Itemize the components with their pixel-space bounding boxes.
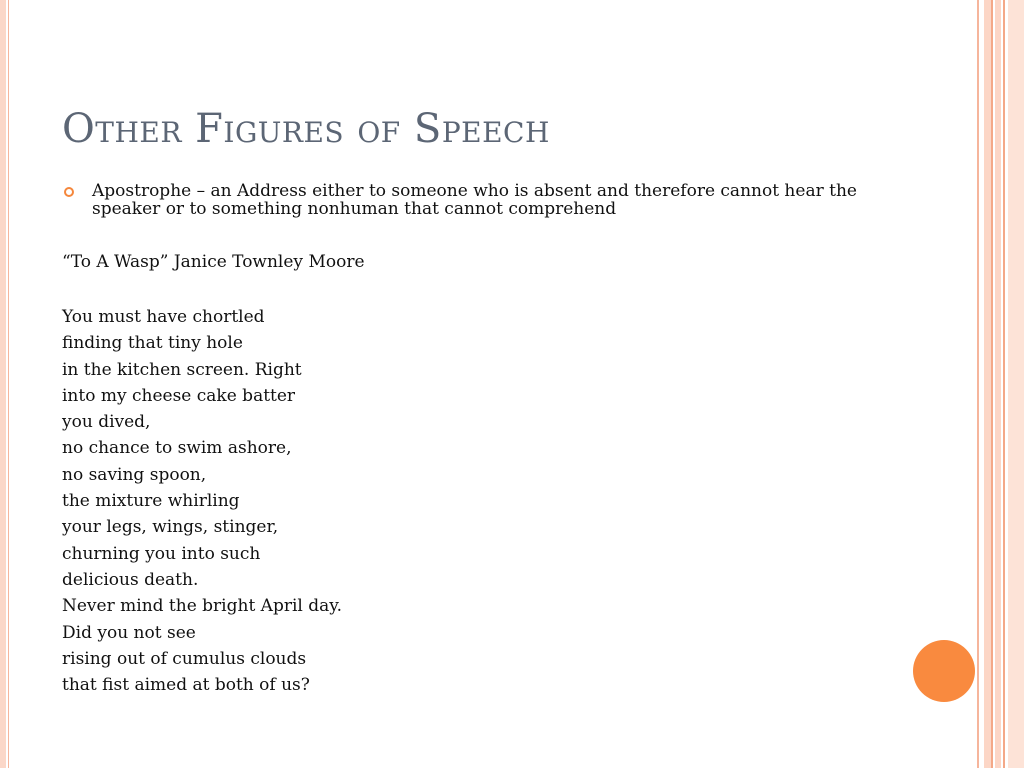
orange-circle-decoration (913, 640, 975, 702)
poem-line: you dived, (62, 412, 151, 433)
poem-line: Did you not see (62, 622, 196, 643)
poem-line: into my cheese cake batter (62, 385, 296, 406)
poem-line: no saving spoon, (62, 464, 207, 485)
bullet-item (62, 182, 862, 218)
poem-line: rising out of cumulus clouds (62, 648, 307, 669)
poem-line: delicious death. (62, 569, 199, 590)
right-border-stripe (991, 0, 993, 768)
poem-line: finding that tiny hole (62, 333, 243, 354)
poem-line: Never mind the bright April day. (62, 596, 343, 617)
circle-bullet-icon (64, 187, 74, 197)
right-border-stripe (1003, 0, 1005, 768)
right-border-stripe (995, 0, 1001, 768)
poem-line: the mixture whirling (62, 491, 240, 512)
right-border-stripe (984, 0, 991, 768)
right-border-stripe (1008, 0, 1024, 768)
poem-title: “To A Wasp” Janice Townley Moore (62, 252, 365, 272)
poem-line: churning you into such (62, 543, 261, 564)
poem-lines (62, 304, 342, 698)
poem-line: You must have chortled (62, 307, 265, 327)
left-border-line (8, 0, 9, 768)
left-border-decoration (0, 0, 6, 768)
poem-line: in the kitchen screen. Right (62, 359, 302, 380)
right-border-stripe (977, 0, 979, 768)
bullet-text: Apostrophe – an Address either to someone who is absent and therefore cannot hear the speaker or to something nonhuman that cannot comprehend (92, 181, 857, 219)
poem-line: that fist aimed at both of us? (62, 675, 310, 696)
slide-title: Other Figures of Speech (62, 106, 550, 152)
poem-line: your legs, wings, stinger, (62, 517, 279, 538)
poem-line: no chance to swim ashore, (62, 438, 292, 459)
